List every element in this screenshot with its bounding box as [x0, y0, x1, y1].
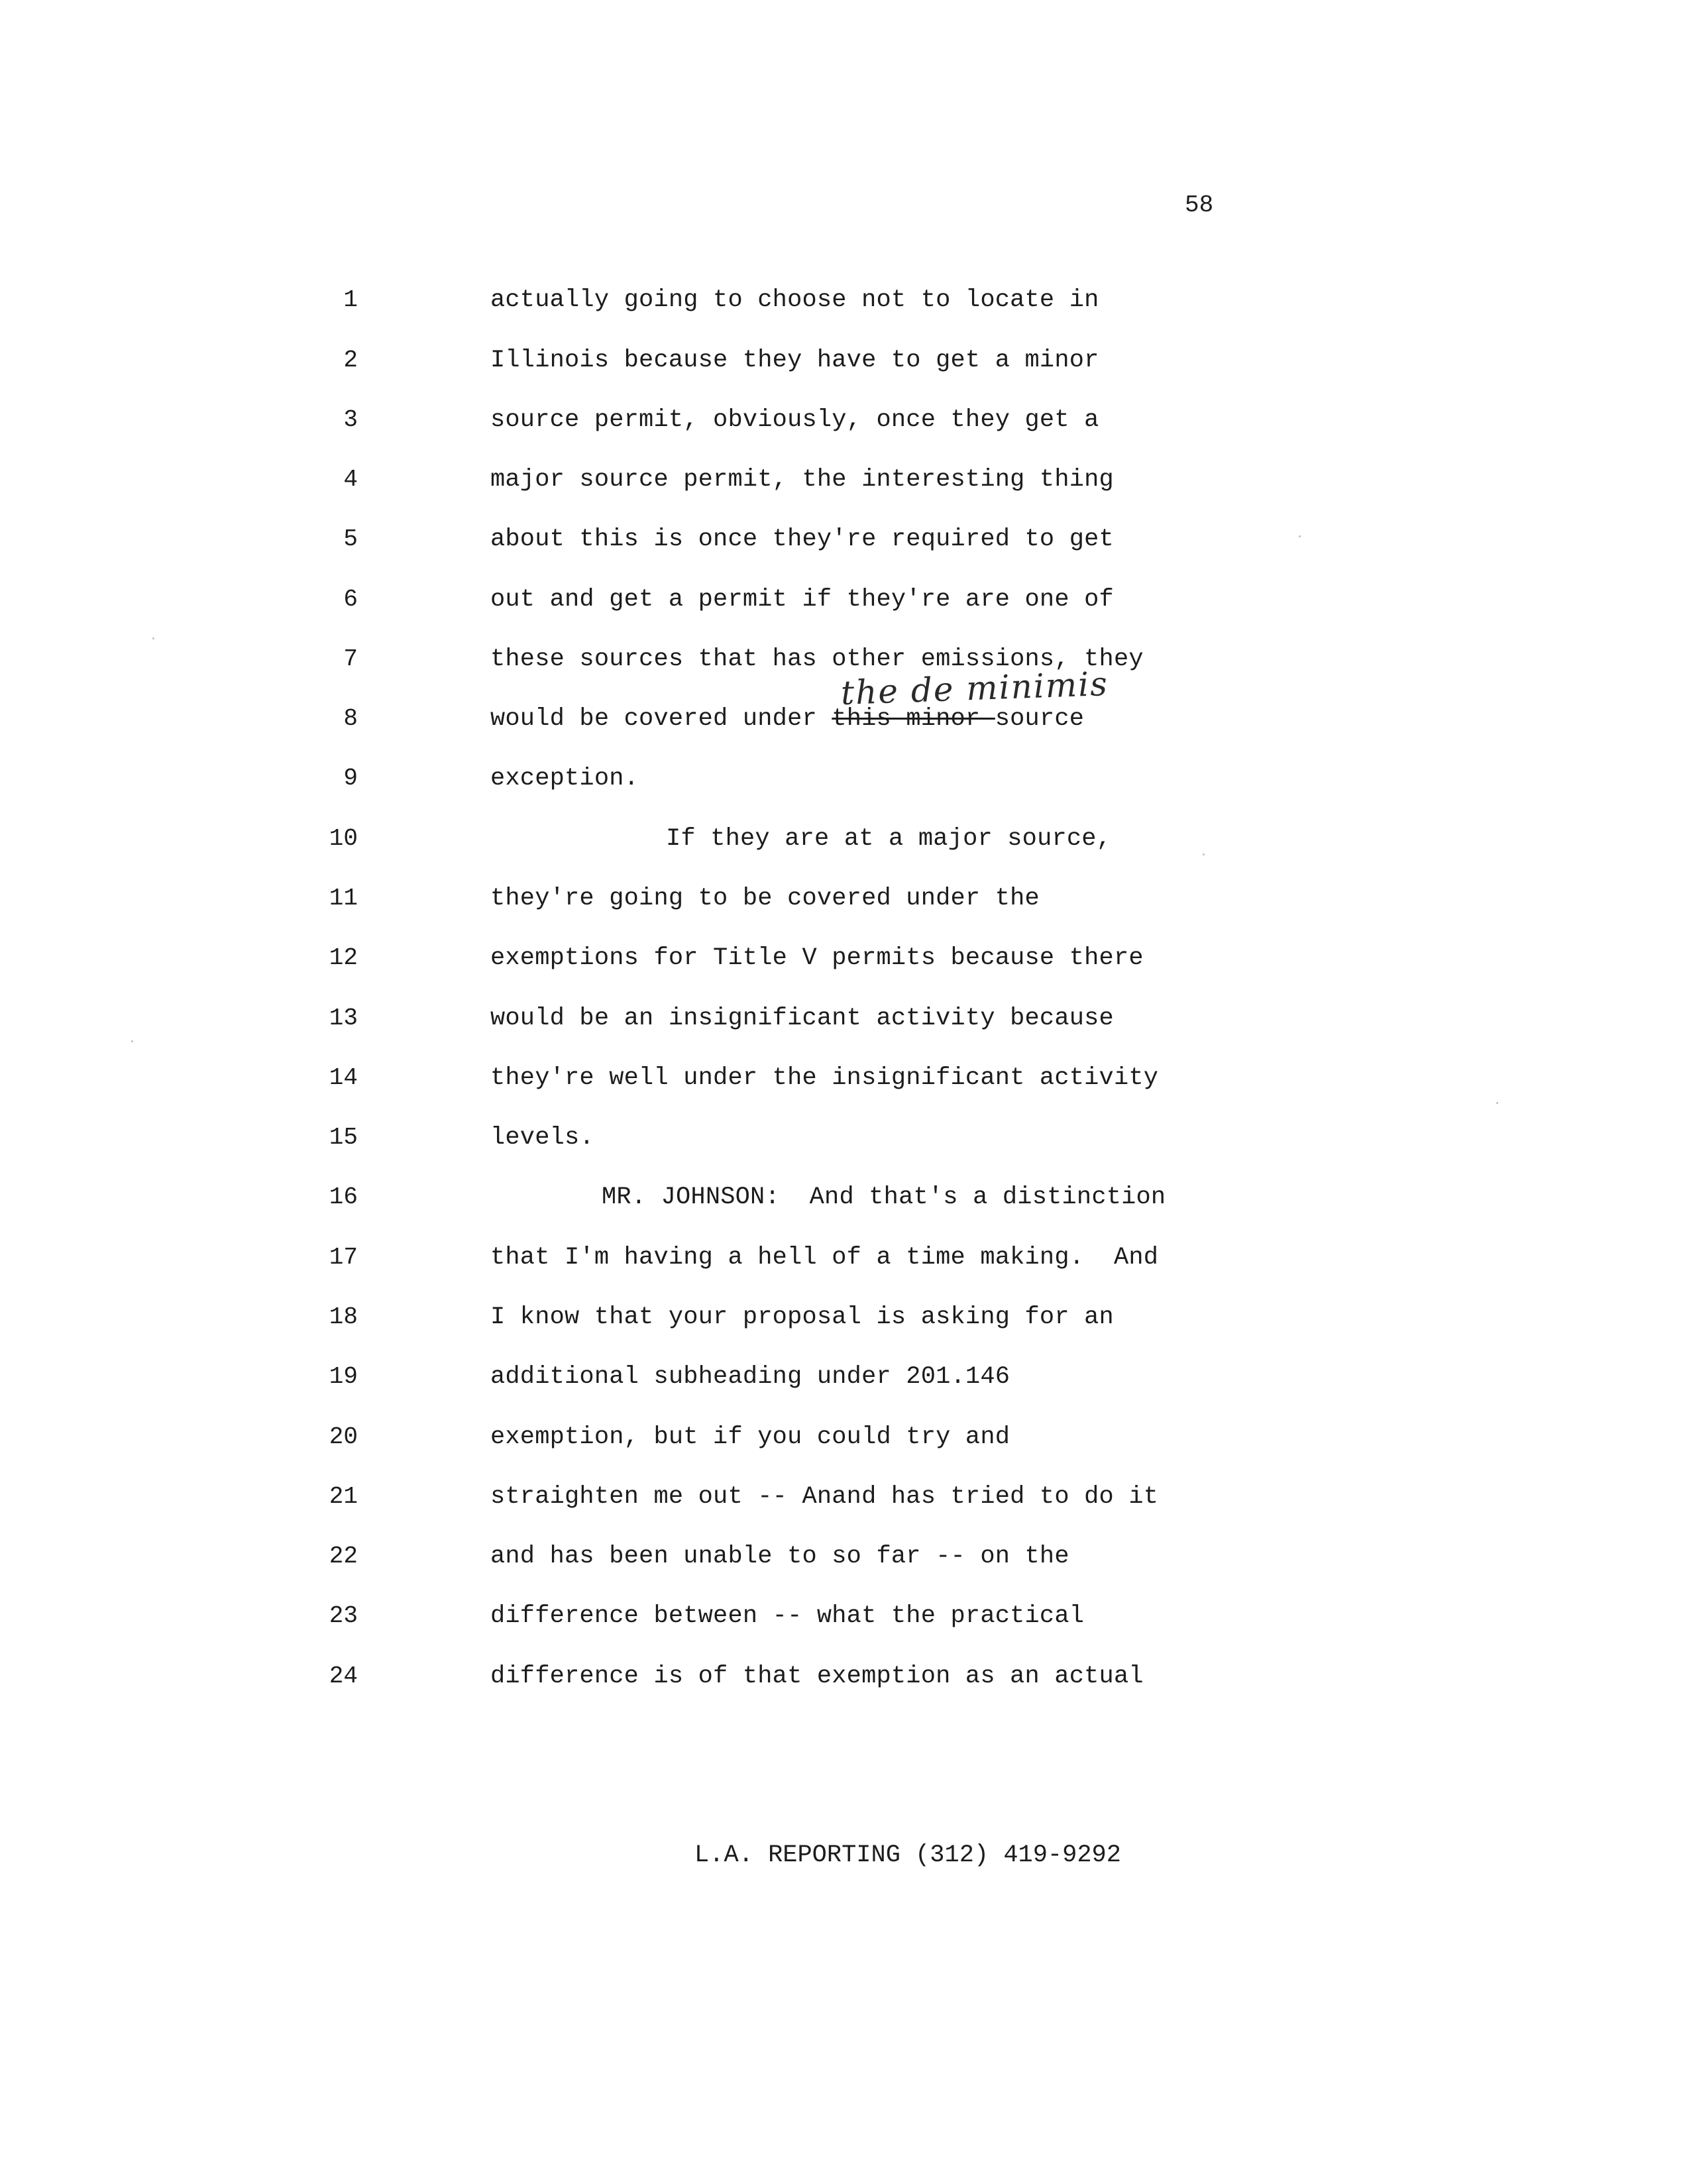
- line-number: 2: [343, 347, 358, 374]
- line-text: that I'm having a hell of a time making. And: [490, 1244, 1159, 1272]
- line-number: 5: [343, 525, 358, 553]
- transcript-line: [0, 819, 1691, 859]
- line-text: levels.: [490, 1124, 594, 1152]
- line-text-before: would be covered under: [490, 705, 832, 733]
- line-number: 10: [329, 825, 358, 852]
- scan-speck: [1203, 853, 1205, 855]
- line-number: 18: [329, 1303, 358, 1331]
- transcript-line: [0, 879, 1691, 918]
- line-number: 11: [329, 885, 358, 912]
- transcript-line: [0, 1357, 1691, 1397]
- transcript-line: [0, 1177, 1691, 1217]
- line-number: 9: [343, 765, 358, 792]
- line-text: exemption, but if you could try and: [490, 1423, 1010, 1451]
- line-number: 12: [329, 944, 358, 971]
- line-text: source permit, obviously, once they get a: [490, 406, 1099, 434]
- line-number: 4: [343, 466, 358, 493]
- line-text: they're going to be covered under the: [490, 885, 1040, 912]
- line-number: 8: [343, 705, 358, 732]
- line-text: they're well under the insignificant activity: [490, 1064, 1159, 1092]
- line-text-after: source: [995, 705, 1085, 733]
- line-text: out and get a permit if they're are one of: [490, 586, 1114, 614]
- line-number: 7: [343, 645, 358, 673]
- transcript-line: [0, 938, 1691, 978]
- line-number: 24: [329, 1663, 358, 1690]
- line-number: 13: [329, 1005, 358, 1032]
- line-text: exception.: [490, 765, 639, 792]
- transcript-line: [0, 1537, 1691, 1576]
- line-number: 21: [329, 1483, 358, 1510]
- speaker-line-text: MR. JOHNSON: And that's a distinction: [602, 1183, 1166, 1211]
- scan-speck: [1496, 1102, 1498, 1104]
- line-text: difference is of that exemption as an actual: [490, 1663, 1144, 1690]
- line-text: would be an insignificant activity because: [490, 1005, 1114, 1032]
- line-number: 14: [329, 1064, 358, 1091]
- line-number: 3: [343, 406, 358, 433]
- line-number: 20: [329, 1423, 358, 1450]
- transcript-line: [0, 1058, 1691, 1098]
- line-text: difference between -- what the practical: [490, 1602, 1085, 1630]
- scan-speck: [152, 637, 154, 639]
- line-text: actually going to choose not to locate in: [490, 286, 1099, 314]
- transcript-line: [0, 1118, 1691, 1158]
- scan-speck: [131, 1040, 133, 1042]
- transcript-line: [0, 519, 1691, 559]
- reporter-footer: [0, 1841, 1691, 1870]
- page-number: 58: [1185, 191, 1214, 219]
- line-text: major source permit, the interesting thing: [490, 466, 1114, 494]
- transcript-line: [0, 759, 1691, 798]
- transcript-line: [0, 280, 1691, 320]
- struck-text: this minor: [832, 705, 995, 733]
- line-text: these sources that has other emissions, they: [490, 645, 1144, 673]
- line-number: 23: [329, 1602, 358, 1629]
- line-number: 19: [329, 1363, 358, 1390]
- line-number: 17: [329, 1244, 358, 1271]
- transcript-line: [0, 400, 1691, 440]
- line-text: I know that your proposal is asking for an: [490, 1303, 1114, 1331]
- line-text: about this is once they're required to get: [490, 525, 1114, 553]
- line-text: straighten me out -- Anand has tried to do it: [490, 1483, 1159, 1511]
- transcript-line: [0, 999, 1691, 1038]
- transcript-line: [0, 1477, 1691, 1517]
- line-text: additional subheading under 201.146: [490, 1363, 1010, 1391]
- line-number: 15: [329, 1124, 358, 1151]
- line-text: exemptions for Title V permits because there: [490, 944, 1144, 972]
- line-number: 1: [343, 286, 358, 313]
- handwritten-correction: the de minimis: [840, 664, 1109, 712]
- transcript-line: [0, 1238, 1691, 1278]
- line-number: 22: [329, 1543, 358, 1570]
- transcript-line: [0, 580, 1691, 620]
- footer-text: L.A. REPORTING (312) 419-9292: [694, 1841, 1121, 1869]
- transcript-line: [0, 460, 1691, 500]
- line-number: 6: [343, 586, 358, 613]
- line-text: Illinois because they have to get a minor: [490, 347, 1099, 374]
- transcript-line: [0, 1596, 1691, 1636]
- transcript-line: [0, 1657, 1691, 1696]
- scan-speck: [1299, 535, 1301, 537]
- line-number: 16: [329, 1183, 358, 1211]
- transcript-line: [0, 1417, 1691, 1457]
- line-text: If they are at a major source,: [666, 825, 1112, 853]
- line-text: and has been unable to so far -- on the: [490, 1543, 1069, 1570]
- transcript-line: [0, 1297, 1691, 1337]
- transcript-line: [0, 341, 1691, 380]
